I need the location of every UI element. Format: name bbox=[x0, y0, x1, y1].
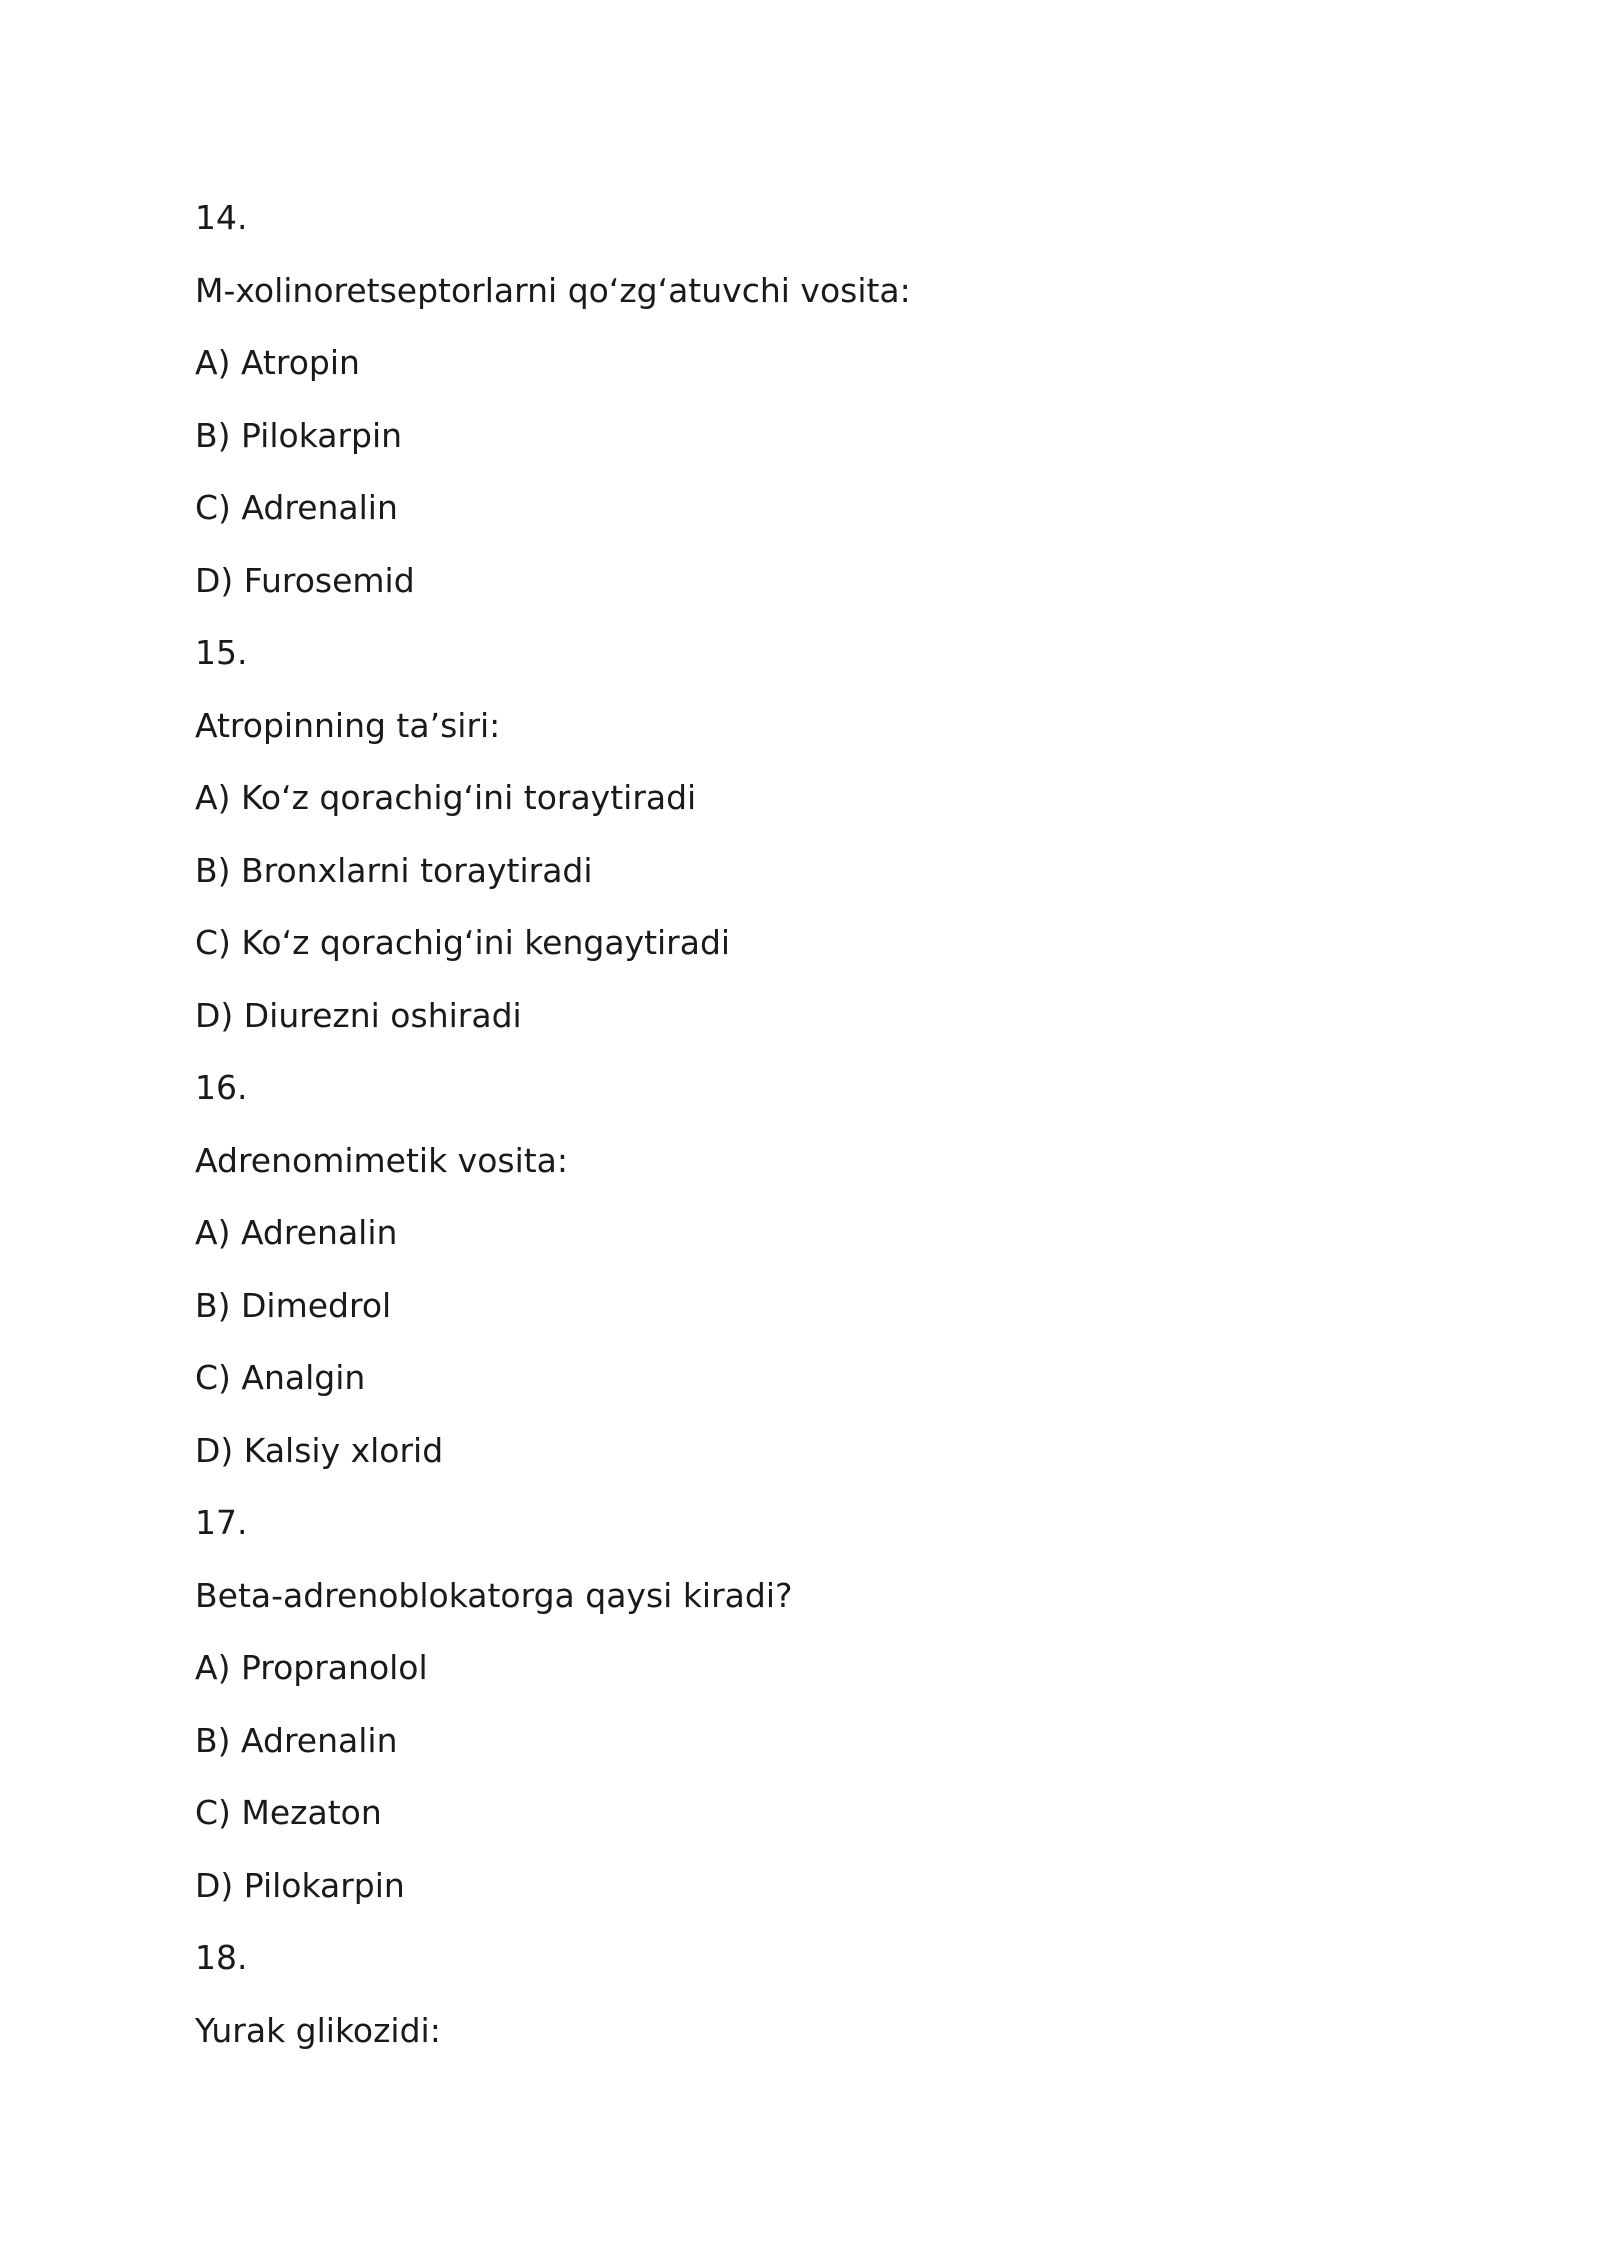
question-prompt: Atropinning ta’siri: bbox=[195, 705, 501, 745]
answer-option: A) Adrenalin bbox=[195, 1213, 398, 1252]
question-prompt: Adrenomimetik vosita: bbox=[195, 1140, 569, 1180]
answer-option: D) Diurezni oshiradi bbox=[195, 995, 522, 1035]
question-16 bbox=[195, 1060, 1445, 1495]
question-number: 18. bbox=[195, 1938, 248, 1977]
question-number: 17. bbox=[195, 1503, 248, 1542]
answer-option: D) Furosemid bbox=[195, 560, 415, 600]
answer-option: D) Kalsiy xlorid bbox=[195, 1430, 444, 1470]
answer-option: A) Propranolol bbox=[195, 1648, 428, 1687]
answer-option: C) Analgin bbox=[195, 1358, 366, 1397]
question-number: 16. bbox=[195, 1068, 248, 1107]
answer-option: A) Ko‘z qorachig‘ini toraytiradi bbox=[195, 778, 697, 817]
answer-option: D) Pilokarpin bbox=[195, 1865, 405, 1905]
question-15 bbox=[195, 625, 1445, 1060]
answer-option: C) Mezaton bbox=[195, 1793, 382, 1832]
question-17 bbox=[195, 1495, 1445, 1930]
answer-option: B) Pilokarpin bbox=[195, 415, 403, 455]
answer-option: B) Dimedrol bbox=[195, 1285, 392, 1325]
answer-option: A) Atropin bbox=[195, 343, 360, 382]
question-14 bbox=[195, 190, 1445, 625]
answer-option: C) Ko‘z qorachig‘ini kengaytiradi bbox=[195, 923, 731, 962]
question-18 bbox=[195, 1930, 1445, 2075]
question-prompt: Beta-adrenoblokatorga qaysi kiradi? bbox=[195, 1575, 793, 1615]
question-number: 15. bbox=[195, 633, 248, 672]
question-list bbox=[195, 190, 1445, 2075]
question-prompt: Yurak glikozidi: bbox=[195, 2010, 441, 2050]
answer-option: B) Adrenalin bbox=[195, 1720, 398, 1760]
question-number: 14. bbox=[195, 198, 248, 237]
question-prompt: M-xolinoretseptorlarni qo‘zg‘atuvchi vosita: bbox=[195, 270, 911, 310]
answer-option: C) Adrenalin bbox=[195, 488, 398, 527]
answer-option: B) Bronxlarni toraytiradi bbox=[195, 850, 593, 890]
